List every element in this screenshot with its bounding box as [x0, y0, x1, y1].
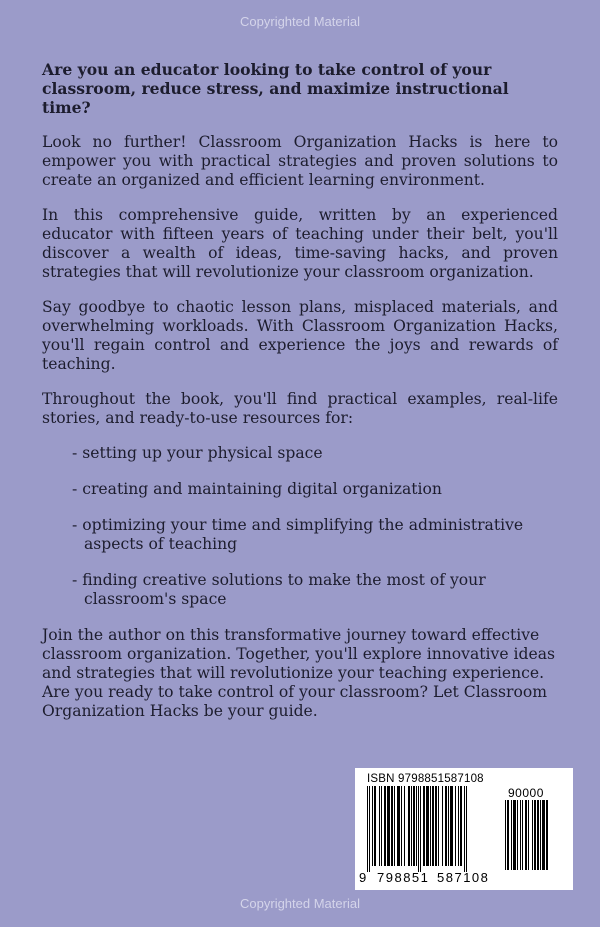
isbn-label: ISBN 9798851587108	[367, 773, 484, 785]
barcode-digit-first: 9	[359, 870, 368, 885]
addon-barcode-bars	[505, 800, 563, 872]
barcode-bars	[367, 786, 499, 872]
paragraph-throughout: Throughout the book, you'll find practical examples, real-life stories, and ready-to-use resources for:	[42, 390, 558, 427]
lead-question: Are you an educator looking to take control of your classroom, reduce stress, and maximize instructional time?	[42, 60, 509, 117]
paragraph-goodbye: Say goodbye to chaotic lesson plans, misplaced materials, and overwhelming workloads. With Classroom Organization Hacks, you'll regain control and experience the joys and rewards of teaching.	[42, 298, 558, 373]
list-item: - optimizing your time and simplifying the administrative aspects of teaching	[72, 516, 524, 553]
list-item: - creating and maintaining digital organization	[72, 480, 442, 498]
watermark-bottom: Copyrighted Material	[240, 896, 360, 911]
paragraph-closing: Join the author on this transformative journey toward effective classroom organization. Together, you'll explore innovative ideas and strategies that will revolutionize your teaching experience. Are you ready to take control of your classroom? Let Classroom Organization Hacks be your guide.	[42, 626, 556, 720]
list-item: - finding creative solutions to make the most of your classroom's space	[72, 571, 486, 608]
back-cover-blurb	[42, 60, 558, 737]
list-item: - setting up your physical space	[72, 444, 323, 462]
barcode-digits-right: 587108	[437, 870, 490, 885]
paragraph-intro: Look no further! Classroom Organization Hacks is here to empower you with practical strategies and proven solutions to create an organized and efficient learning environment.	[42, 133, 558, 189]
price-code: 90000	[508, 786, 544, 800]
watermark-top: Copyrighted Material	[240, 14, 360, 29]
isbn-barcode	[355, 768, 573, 890]
paragraph-guide: In this comprehensive guide, written by an experienced educator with fifteen years of teaching under their belt, you'll discover a wealth of ideas, time-saving hacks, and proven strategies that will revolutionize your classroom organization.	[42, 206, 558, 281]
resource-list	[42, 444, 558, 609]
barcode-digits-left: 798851	[377, 870, 430, 885]
